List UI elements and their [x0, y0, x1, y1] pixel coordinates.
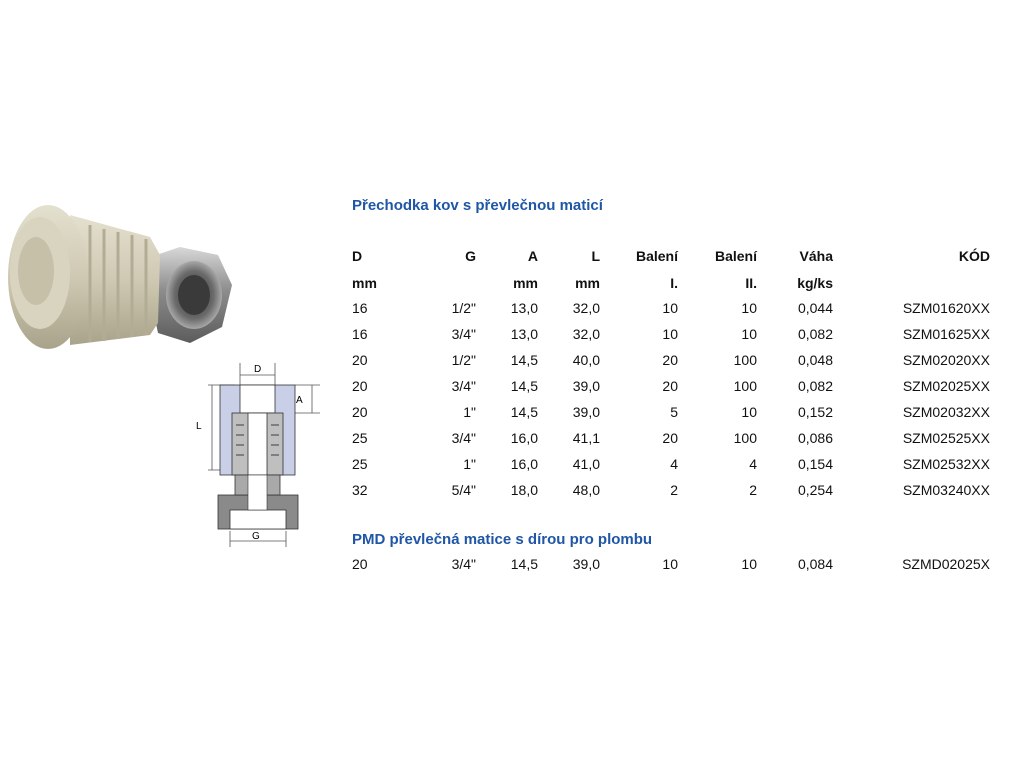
- dim-label-l: L: [196, 421, 202, 432]
- table-cell: 14,5: [510, 378, 538, 394]
- table-cell: SZM02020XX: [902, 352, 990, 368]
- table-cell: SZM01625XX: [902, 326, 990, 342]
- table-cell: 39,0: [572, 404, 600, 420]
- table-cell: SZM02032XX: [902, 404, 990, 420]
- table-cell: 0,086: [797, 430, 833, 446]
- table-cell: 16: [352, 300, 368, 316]
- table-cell: 1": [463, 456, 476, 472]
- table-cell: 1/2": [451, 352, 476, 368]
- column-header-unit: mm: [352, 275, 377, 291]
- table-cell: 1/2": [451, 300, 476, 316]
- column-header: Balení: [714, 248, 757, 264]
- column-header-unit: mm: [513, 275, 538, 291]
- table-cell: 10: [662, 556, 678, 572]
- table-cell: 3/4": [451, 430, 476, 446]
- column-header: Váha: [799, 248, 833, 264]
- table-cell: SZM02525XX: [902, 430, 990, 446]
- table-cell: 0,044: [797, 300, 833, 316]
- table-cell: 0,084: [797, 556, 833, 572]
- column-header: L: [591, 248, 600, 264]
- table-cell: 3/4": [451, 556, 476, 572]
- section-title-transition-fitting: Přechodka kov s převlečnou maticí: [352, 197, 603, 214]
- table-cell: 100: [733, 430, 757, 446]
- table-cell: 14,5: [510, 556, 538, 572]
- table-cell: 10: [741, 326, 757, 342]
- table-cell: 20: [352, 404, 368, 420]
- table-cell: 2: [670, 482, 678, 498]
- table-cell: 40,0: [572, 352, 600, 368]
- table-cell: 39,0: [572, 378, 600, 394]
- table-cell: 39,0: [572, 556, 600, 572]
- table-cell: 3/4": [451, 326, 476, 342]
- table-cell: 18,0: [510, 482, 538, 498]
- table-cell: 13,0: [510, 300, 538, 316]
- table-cell: 20: [352, 378, 368, 394]
- table-cell: 3/4": [451, 378, 476, 394]
- table-cell: 25: [352, 430, 368, 446]
- column-header: KÓD: [958, 248, 990, 264]
- table-cell: 0,152: [797, 404, 833, 420]
- table-cell: 32,0: [572, 300, 600, 316]
- table-cell: SZM02025XX: [902, 378, 990, 394]
- table-cell: 5: [670, 404, 678, 420]
- cross-section-drawing: [190, 355, 325, 560]
- table-cell: 10: [662, 300, 678, 316]
- table-cell: 0,254: [797, 482, 833, 498]
- table-cell: 0,082: [797, 326, 833, 342]
- section-title-pmd-nut: PMD převlečná matice s dírou pro plombu: [352, 531, 653, 548]
- product-photo: [0, 185, 240, 355]
- table-cell: 4: [670, 456, 678, 472]
- dim-label-d: D: [254, 364, 262, 375]
- table-cell: SZM03240XX: [902, 482, 990, 498]
- table-cell: 32: [352, 482, 368, 498]
- column-header: G: [465, 248, 476, 264]
- dim-label-g: G: [252, 531, 260, 542]
- table-cell: 14,5: [510, 352, 538, 368]
- table-cell: 2: [749, 482, 757, 498]
- table-cell: 48,0: [572, 482, 600, 498]
- column-header: Balení: [635, 248, 678, 264]
- table-cell: SZM01620XX: [902, 300, 990, 316]
- table-cell: 41,1: [572, 430, 600, 446]
- table-cell: 25: [352, 456, 368, 472]
- column-header-unit: kg/ks: [797, 275, 833, 291]
- column-header-unit: mm: [575, 275, 600, 291]
- table-cell: 4: [749, 456, 757, 472]
- column-header-unit: II.: [745, 275, 757, 291]
- table-cell: 10: [741, 556, 757, 572]
- table-cell: 0,154: [797, 456, 833, 472]
- column-header: D: [352, 248, 363, 264]
- table-cell: 41,0: [572, 456, 600, 472]
- table-cell: 32,0: [572, 326, 600, 342]
- table-cell: 14,5: [510, 404, 538, 420]
- table-cell: 13,0: [510, 326, 538, 342]
- table-cell: 16,0: [510, 430, 538, 446]
- table-cell: 100: [733, 352, 757, 368]
- table-cell: 1": [463, 404, 476, 420]
- table-cell: SZMD02025X: [902, 556, 990, 572]
- table-cell: 5/4": [451, 482, 476, 498]
- table-cell: 16,0: [510, 456, 538, 472]
- table-cell: 0,082: [797, 378, 833, 394]
- table-cell: 20: [662, 430, 678, 446]
- table-cell: 10: [662, 326, 678, 342]
- table-cell: 20: [662, 378, 678, 394]
- column-header: A: [527, 248, 538, 264]
- table-cell: 16: [352, 326, 368, 342]
- table-cell: 100: [733, 378, 757, 394]
- table-cell: 10: [741, 300, 757, 316]
- dim-label-a: A: [296, 395, 303, 406]
- column-header-unit: I.: [670, 275, 678, 291]
- table-cell: 20: [352, 352, 368, 368]
- table-cell: SZM02532XX: [902, 456, 990, 472]
- table-cell: 20: [352, 556, 368, 572]
- table-cell: 20: [662, 352, 678, 368]
- table-cell: 10: [741, 404, 757, 420]
- table-cell: 0,048: [797, 352, 833, 368]
